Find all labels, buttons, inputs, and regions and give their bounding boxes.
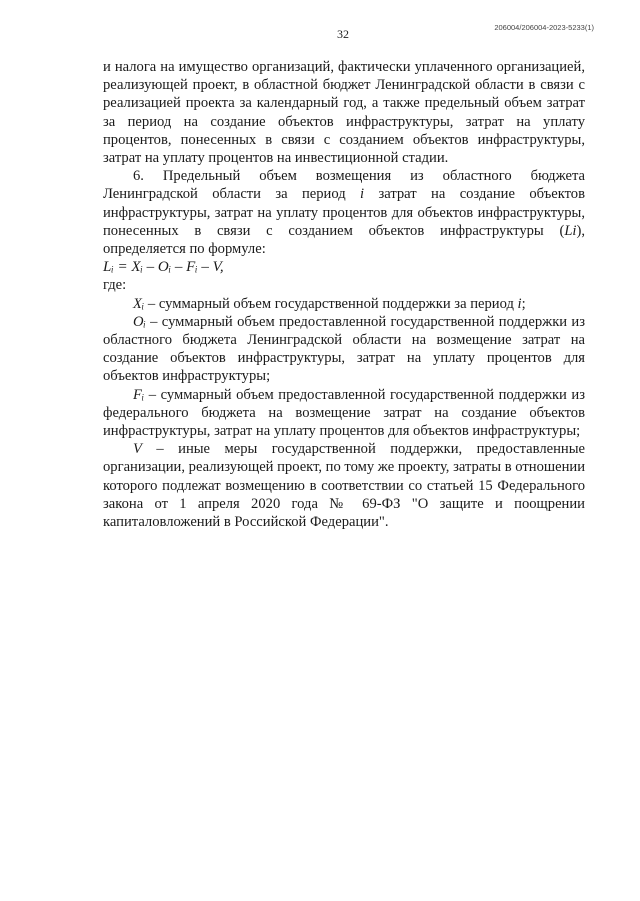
symbol-x-i: i	[517, 295, 522, 312]
symbol-v: V	[133, 441, 142, 458]
paragraph-6-start: 6. Предельный объем возмещения из областного бюджета Ленинградской области за период	[103, 168, 585, 203]
variable-i: i	[360, 186, 365, 203]
definition-x-end: ;	[521, 295, 526, 312]
symbol-f: Fᵢ	[133, 386, 145, 403]
paragraph-6	[103, 167, 585, 258]
page-number: 32	[337, 27, 349, 41]
variable-li: Li	[564, 222, 577, 239]
document-id: 206004/206004-2023-5233(1)	[494, 23, 594, 32]
formula: Lᵢ = Xᵢ – Oᵢ – Fᵢ – V,	[103, 259, 224, 276]
definition-v-text: – иные меры государственной поддержки, предоставленные организации, реализующей проект, по тому же проекту, затраты в отношении которого подлежат возмещению в соответствии со статьей 15 Федерального закона от 1 апреля 2020 года № 69-ФЗ "О защите и поощрении капиталовложений в Российской Федерации".	[103, 441, 586, 531]
definition-x	[103, 295, 585, 313]
where-label: где:	[103, 277, 127, 294]
paragraph-continuation: и налога на имущество организаций, фактически уплаченного организацией, реализующей проект, в областной бюджет Ленинградской области в связи с реализацией проекта за календарный год, а также предельный объем затрат за период на создание объектов инфраструктуры, затрат на уплату процентов, понесенных в связи с созданием объектов инфраструктуры, затрат на уплату процентов на инвестиционной стадии.	[103, 59, 585, 167]
definition-o-text: – суммарный объем предоставленной государственной поддержки из областного бюджета Ленинградской области на возмещение затрат на создание объектов инфраструктуры, затрат на уплату процентов для объектов инфраструктуры;	[103, 313, 585, 385]
definition-v	[103, 440, 585, 531]
paragraph-6-end: ), определяется по формуле:	[103, 222, 585, 258]
symbol-x: Xᵢ	[133, 295, 145, 312]
definition-f	[103, 386, 585, 441]
definition-f-text: – суммарный объем предоставленной государственной поддержки из федерального бюджета на возмещение затрат на создание объектов инфраструктуры, затрат на уплату процентов для объектов инфраструктуры;	[103, 386, 585, 440]
definition-o	[103, 313, 585, 386]
definition-x-text: – суммарный объем государственной поддержки за период	[144, 295, 518, 312]
document-body	[103, 58, 585, 531]
symbol-o: Oᵢ	[133, 313, 146, 330]
paragraph-6-middle: затрат на создание объектов инфраструктуры, затрат на уплату процентов для объектов инфраструктуры, понесенных в связи с созданием объектов инфраструктуры (	[103, 186, 585, 239]
